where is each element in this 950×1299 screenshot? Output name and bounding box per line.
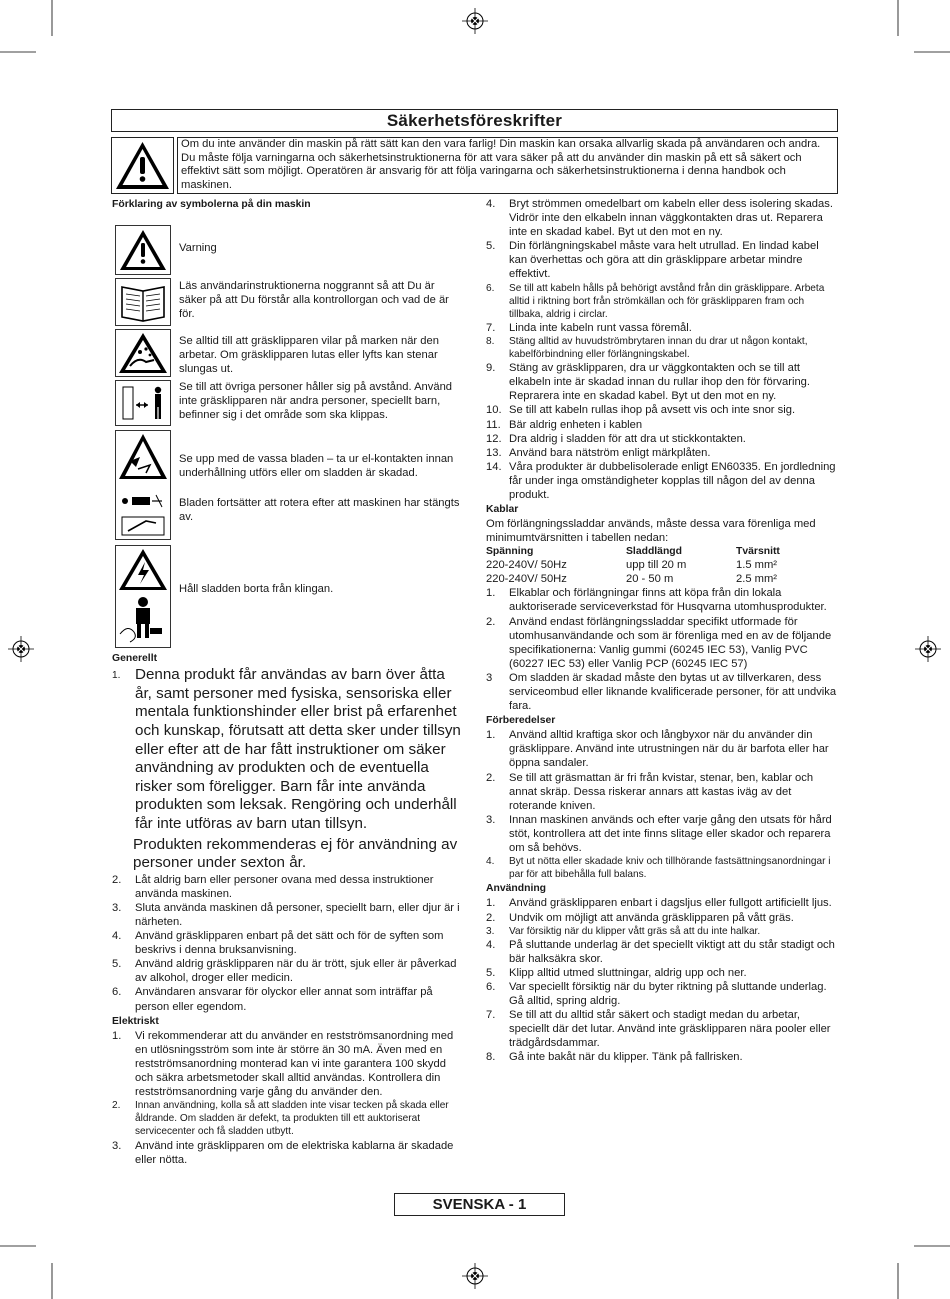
list-item: 7. Se till att du alltid står säkert och stadigt medan du arbetar, speciellt där det lutar. Använd inte gräsklipparen nära pooler eller trädgårdsdammar. — [486, 1009, 831, 1050]
list-item: 3. Sluta använda maskinen då personer, speciellt barn, eller djur är i närheten. — [112, 901, 460, 928]
table-cell: 2.5 mm² — [736, 573, 778, 586]
electric-hazard-icon — [116, 546, 170, 647]
column-header: Tvärsnitt — [736, 546, 780, 558]
list-item: 1. Elkablar och förlängningar finns att köpa från din lokala auktoriserade serviceverkstad för Husqvarna utomhusprodukter. — [486, 587, 827, 614]
list-item: 12. Dra aldrig i sladden för att dra ut stickkontakten. — [486, 432, 746, 445]
table-row — [486, 558, 796, 572]
electrical-list — [112, 1029, 464, 1167]
electrical-heading: Elektriskt — [112, 1015, 159, 1027]
symbol-text-bystanders: Se till att övriga personer håller sig på avstånd. Använd inte gräsklipparen när andra personer, speciellt barn, befinner sig i det område som ska klippas. — [179, 381, 453, 422]
symbol-text-cable: Håll sladden borta från klingan. — [179, 583, 334, 596]
cables-intro: Om förlängningssladdar används, måste dessa vara förenliga med minimumtvärsnitten i tabellen nedan: — [486, 518, 816, 545]
list-item: 13. Använd bara nätström enligt märkplåten. — [486, 446, 711, 459]
list-item: 4. Använd gräsklipparen enbart på det sätt och för de syften som beskrivs i denna bruksanvisning. — [112, 930, 444, 957]
symbol-text-blades: Se upp med de vassa bladen – ta ur el-kontakten innan underhållning utförs eller om sladden är skadad. — [179, 453, 454, 480]
list-item: 3. Använd inte gräsklipparen om de elektriska kablarna är skadade eller nötta. — [112, 1139, 454, 1166]
table-cell: 1.5 mm² — [736, 559, 778, 572]
operation-list — [486, 896, 838, 1064]
list-item: 2. Undvik om möjligt att använda gräsklipparen på vått gräs. — [486, 911, 794, 924]
warning-icon — [112, 138, 173, 193]
list-item: 6. Se till att kabeln hålls på behörigt avstånd från din gräsklippare. Arbeta alltid i riktning bort från strömkällan och för gräsklipparen fram och tillbaka, aldrig i circlar. — [486, 282, 825, 320]
symbol-text-manual: Läs användarinstruktionerna noggrannt så att Du är säker på att Du förstår alla kontrollorgan och vad de är för. — [179, 280, 449, 321]
warning-icon — [116, 226, 170, 274]
item-text: Denna produkt får användas av barn över åtta år, samt personer med fysiska, sensoriska eller mentala funktionshinder eller brist på erfarenhet och kunskap, förutsatt att detta sker under tillsyn eller efter att de har fått instruktioner om säker användning av produkten och de eventuella risker som föreligger. Barn får inte använda produkten som leksak. Rengöring och underhåll får inte utföras av barn utan tillsyn. — [135, 666, 461, 832]
list-item: 2. Innan användning, kolla så att sladden inte visar tecken på skada eller åldrande. Om sladden är defekt, ta produkten till ett auktoriserat servicecenter och få sladden utbytt. — [112, 1100, 449, 1138]
table-row — [486, 572, 796, 586]
general-list — [112, 666, 464, 873]
list-item: 3. Var försiktig när du klipper vått gräs så att du inte halkar. — [486, 925, 761, 937]
table-cell: upp till 20 m — [626, 559, 687, 572]
page-title: Säkerhetsföreskrifter — [111, 109, 838, 132]
cable-table — [486, 545, 796, 586]
sharp-blades-icon — [116, 431, 170, 539]
list-item: 2. Använd endast förlängningssladdar specifikt utformade för utomhusanvändande och som är förenliga med en av de följande specifikationerna: Vanlig gummi (60245 IEC 53), Vanlig PVC (60227 IEC 53) eller Vanlig PCP (60245 IEC 57) — [486, 615, 832, 670]
list-item: 5. Använd aldrig gräsklipparen när du är trött, sjuk eller är påverkad av alkohol, droger eller medicin. — [112, 958, 457, 985]
warning-icon-box — [111, 137, 174, 194]
symbols-heading: Förklaring av symbolerna på din maskin — [112, 199, 311, 210]
list-item: 11. Bär aldrig enheten i kablen — [486, 418, 643, 431]
preparation-heading: Förberedelser — [486, 715, 556, 727]
item-text: Produkten rekommenderas ej för användning av personer under sexton år. — [133, 835, 458, 872]
page-footer: SVENSKA - 1 — [394, 1193, 565, 1216]
list-item — [112, 836, 464, 873]
symbol-text-rotation: Bladen fortsätter att rotera efter att maskinen har stängts av. — [179, 497, 460, 524]
electrical-list-cont — [486, 197, 838, 502]
left-column — [112, 197, 464, 1167]
symbol-table — [112, 212, 464, 651]
bystanders-symbol-box — [115, 380, 171, 426]
warning-symbol-box — [115, 225, 171, 275]
cables-list — [486, 586, 838, 713]
manual-symbol-box — [115, 278, 171, 326]
right-column — [486, 197, 838, 1065]
list-item: 2. Se till att gräsmattan är fri från kvistar, stenar, ben, kablar och annat skräp. Dessa riskerar annars att kastas iväg av det roterande kniven. — [486, 771, 814, 812]
list-item: 8. Stäng alltid av huvudströmbrytaren innan du drar ut någon kontakt, kabelförbindning eller förlängningskabel. — [486, 335, 808, 361]
open-book-icon — [116, 279, 170, 325]
list-item: 1. Använd gräsklipparen enbart i dagsljus eller fullgott artificiellt ljus. — [486, 897, 832, 910]
stones-symbol-box — [115, 329, 171, 377]
list-item: 6. Var speciellt försiktig när du byter riktning på sluttande underlag. Gå alltid, spring aldrig. — [486, 980, 827, 1008]
list-item: 4. På sluttande underlag är det speciellt viktigt att du står stadigt och bär halksäkra skor. — [486, 938, 835, 965]
item-number: 1. — [112, 670, 121, 682]
list-item: 4. Bryt strömmen omedelbart om kabeln eller dess isolering skadas. Vidrör inte den elkabeln innan väggkontakten dras ut. Reparera inte en skadad kabel. Byt ut den mot en ny. — [486, 198, 833, 239]
list-item: 4. Byt ut nötta eller skadade kniv och tillhörande fastsättningsanordningar i par för att bibehålla full balans. — [486, 856, 831, 881]
thrown-objects-icon — [116, 330, 170, 376]
list-item: 1. Använd alltid kraftiga skor och långbyxor när du använder din gräsklippare. Använd inte utrustningen när du är barfota eller har öppna sandaler. — [486, 729, 829, 770]
symbol-text-stones: Se alltid till att gräsklipparen vilar på marken när den arbetar. Om gräsklipparen lutas eller lyfts kan stenar slungas ut. — [179, 335, 439, 376]
column-header: Spänning — [486, 546, 534, 558]
general-list-cont — [112, 873, 464, 1014]
cable-symbol-box — [115, 545, 171, 648]
intro-warning-text: Om du inte använder din maskin på rätt sätt kan den vara farlig! Din maskin kan orsaka allvarlig skada på användaren och andra. Du måste följa varningarna och säkerhetsinstruktionerna för att vara säker på att du använder din maskin på ett så säkert och effektivt sätt som möjligt. Operatören är ansvarig för att följa varingarna och säkerhetsinstruktionerna i denna handbok och maskinen. — [177, 137, 838, 194]
keep-distance-icon — [116, 381, 170, 425]
list-item — [112, 666, 464, 833]
list-item: 3 Om sladden är skadad måste den bytas ut av tillverkaren, dess serviceombud eller liknande kvalificerade personer, för att undvika fara. — [486, 671, 837, 713]
list-item: 3. Innan maskinen används och efter varje gång den utsats för hård stöt, kontrollera att det inte finns slitage eller skador och reparera om så behövs. — [486, 813, 832, 855]
list-item: 5. Klipp alltid utmed sluttningar, aldrig upp och ner. — [486, 966, 747, 979]
general-heading: Generellt — [112, 653, 158, 665]
table-cell: 220-240V/ 50Hz — [486, 559, 567, 572]
cables-heading: Kablar — [486, 504, 519, 516]
table-cell: 220-240V/ 50Hz — [486, 573, 567, 586]
list-item: 7. Linda inte kabeln runt vassa föremål. — [486, 321, 692, 334]
list-item: 2. Låt aldrig barn eller personer ovana med dessa instruktioner använda maskinen. — [112, 873, 434, 900]
table-header-row — [486, 545, 796, 558]
blades-symbol-box — [115, 430, 171, 540]
list-item: 9. Stäng av gräsklipparen, dra ur väggkontakten och se till att elkabeln inte är skadad innan du rullar ihop den för förvaring. Reprarera inte en skadad kabel. Byt ut den mot en ny. — [486, 362, 811, 403]
column-header: Sladdlängd — [626, 546, 682, 558]
list-item: 14. Våra produkter är dubbelisolerade enligt EN60335. En jordledning får under inga omständigheter kopplas till någon del av denna produkt. — [486, 460, 836, 501]
table-cell: 20 - 50 m — [626, 573, 674, 586]
list-item: 5. Din förlängningskabel måste vara helt utrullad. En lindad kabel kan överhettas och göra att din gräsklippare arbetar mindre effektivt. — [486, 240, 819, 281]
preparation-list — [486, 728, 838, 881]
operation-heading: Användning — [486, 883, 547, 895]
list-item: 6. Användaren ansvarar för olyckor eller annat som inträffar på person eller egendom. — [112, 986, 433, 1013]
symbol-text-warning: Varning — [179, 242, 217, 255]
list-item: 8. Gå inte bakåt när du klipper. Tänk på fallrisken. — [486, 1051, 743, 1064]
list-item: 10. Se till att kabeln rullas ihop på avsett vis och inte snor sig. — [486, 404, 796, 417]
list-item: 1. Vi rekommenderar att du använder en restströmsanordning med en utlösningsström som inte är större än 30 mA. Även med en restströmsanordning monterad kan vi inte garantera 100 skydd och säkra arbetsmetoder skall alltid användas. Kontrollera din restströmsanordning varje gång du använder den. — [112, 1029, 454, 1099]
